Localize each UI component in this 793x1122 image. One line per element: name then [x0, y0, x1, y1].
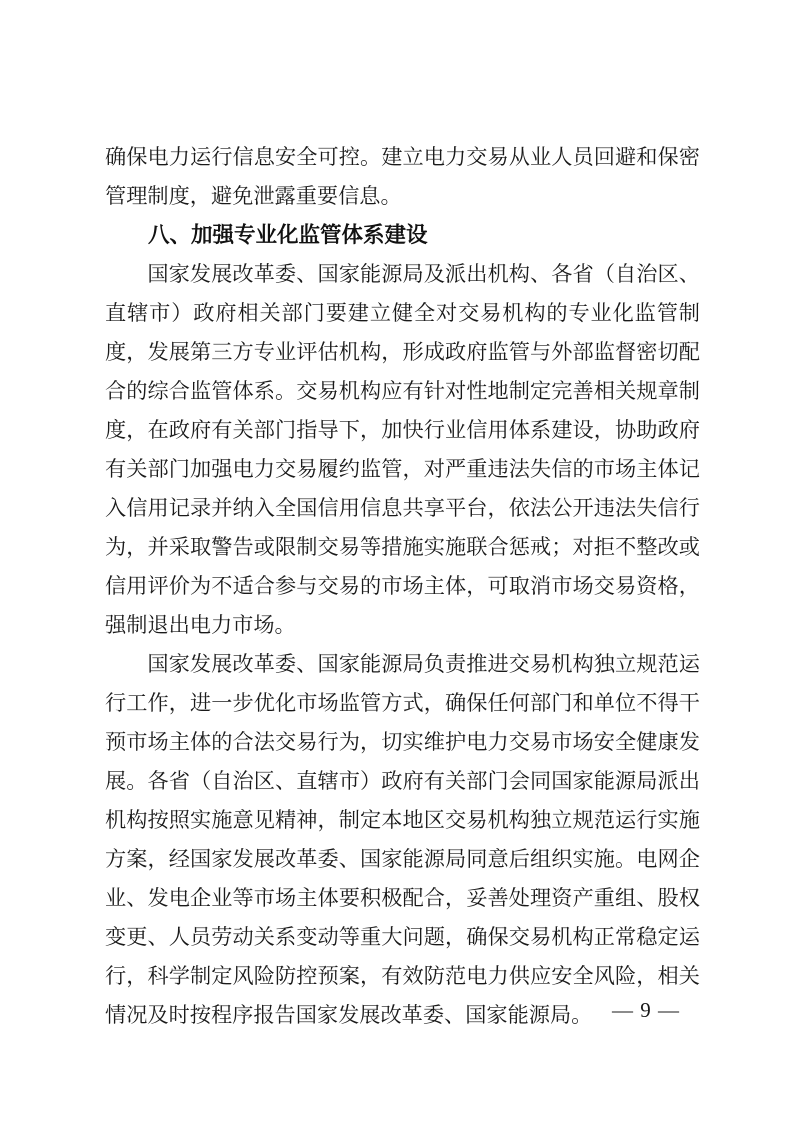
section-heading: 八、加强专业化监管体系建设: [148, 223, 428, 247]
paragraph-independent-operation: 国家发展改革委、国家能源局负责推进交易机构独立规范运行工作，进一步优化市场监管方式，确保任何部门和单位不得干预市场主体的合法交易行为，切实维护电力交易市场安全健康发展。各省（自治区、直辖市）政府有关部门会同国家能源局派出机构按照实施意见精神，制定本地区交易机构独立规范运行实施方案，经国家发展改革委、国家能源局同意后组织实施。电网企业、发电企业等市场主体要积极配合，妥善处理资产重组、股权变更、人员劳动关系变动等重大问题，确保交易机构正常稳定运行，科学制定风险防控预案，有效防范电力供应安全风险，相关情况及时按程序报告国家发展改革委、国家能源局。: [105, 652, 700, 1027]
paragraph-supervision-system: 国家发展改革委、国家能源局及派出机构、各省（自治区、直辖市）政府相关部门要建立健全对交易机构的专业化监管制度，发展第三方专业评估机构，形成政府监管与外部监督密切配合的综合监管体系。交易机构应有针对性地制定完善相关规章制度，在政府有关部门指导下，加快行业信用体系建设，协助政府有关部门加强电力交易履约监管，对严重违法失信的市场主体记入信用记录并纳入全国信用信息共享平台，依法公开违法失信行为，并采取警告或限制交易等措施实施联合惩戒；对拒不整改或信用评价为不适合参与交易的市场主体，可取消市场交易资格，强制退出电力市场。: [105, 262, 700, 637]
document-body: [105, 138, 700, 1035]
paragraph-continuation: 确保电力运行信息安全可控。建立电力交易从业人员回避和保密管理制度，避免泄露重要信息。: [105, 145, 700, 208]
page-number: — 9 —: [612, 998, 680, 1022]
